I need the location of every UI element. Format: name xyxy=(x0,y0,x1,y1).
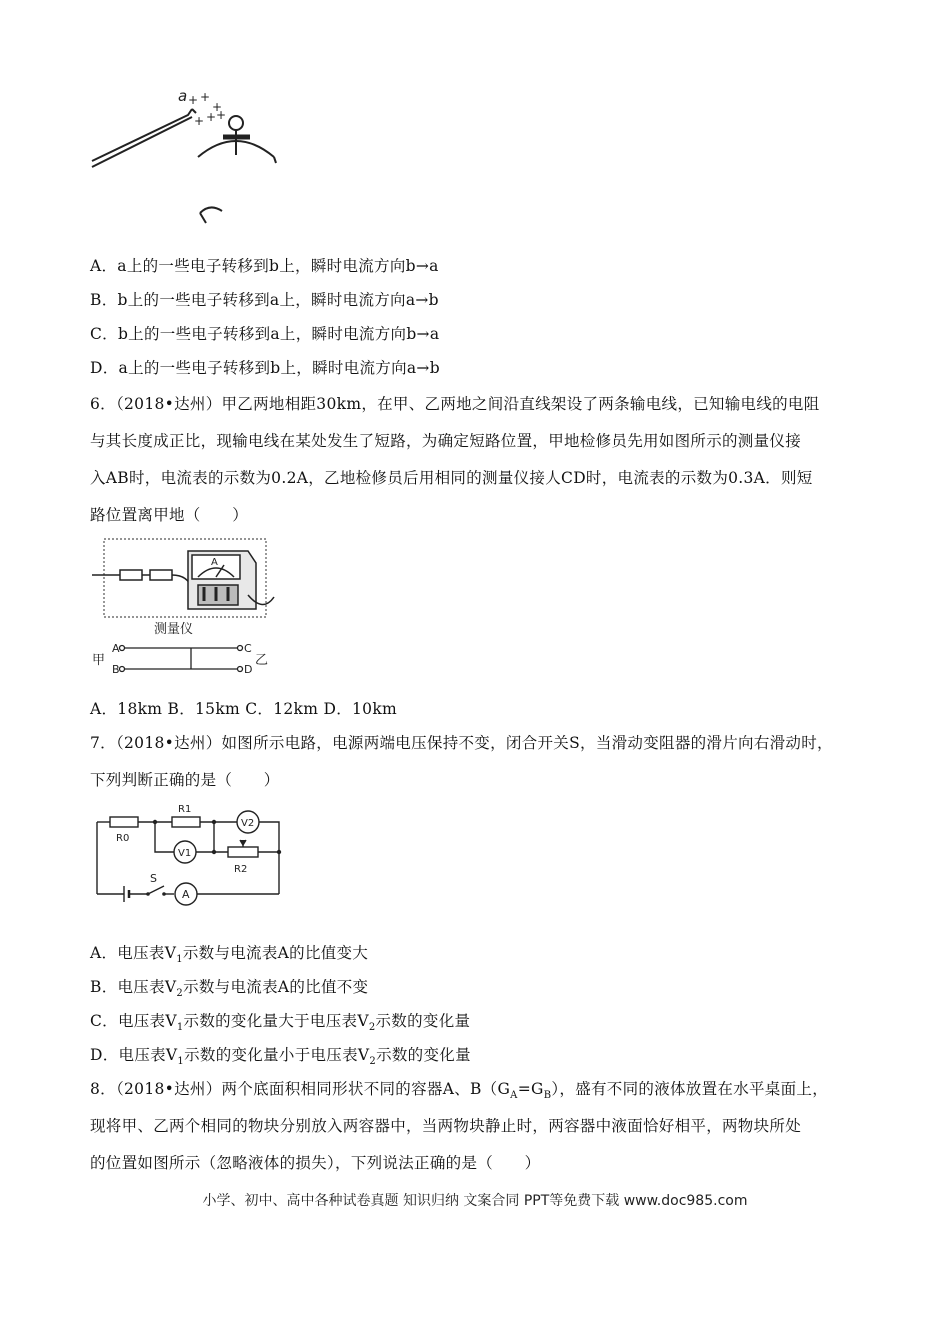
q6-stem-line: 6．（2018•达州）甲乙两地相距30km，在甲、乙两地之间沿直线架设了两条输电线，已知输电线的电阻 xyxy=(90,395,820,413)
meter-letter: A xyxy=(211,557,218,568)
location-jia: 甲 xyxy=(92,653,106,668)
q6-options: A．18km B．15km C．12km D．10km xyxy=(90,700,398,718)
v2-label: V2 xyxy=(241,818,255,829)
v1-label: V1 xyxy=(178,848,192,859)
q5-option-d: D．a上的一些电子转移到b上，瞬时电流方向a→b xyxy=(90,359,440,377)
r2-label: R2 xyxy=(234,864,248,875)
charge-plus: + xyxy=(216,108,227,122)
q8-stem-line: 的位置如图所示（忽略液体的损失），下列说法正确的是（ ） xyxy=(90,1154,541,1172)
q7-option-a: A．电压表$V_1$示数与电流表A的比值变大 xyxy=(90,944,369,966)
charge-plus: + xyxy=(212,100,223,114)
q8-stem-line: 8．（2018•达州）两个底面积相同形状不同的容器A、$B(G_A=G_B)$，盛有不同的液体放置在水平桌面上， xyxy=(90,1080,828,1102)
ammeter-label: A xyxy=(182,888,190,901)
switch-label: S xyxy=(150,872,157,885)
q6-stem-line: 路位置离甲地（ ） xyxy=(90,506,249,524)
charge-plus: + xyxy=(188,93,199,107)
charge-plus: + xyxy=(206,110,217,124)
q5-option-a: A．a上的一些电子转移到b上，瞬时电流方向b→a xyxy=(90,257,439,275)
endpoint-a: A xyxy=(112,642,120,655)
r0-label: R0 xyxy=(116,833,130,844)
q7-option-d: D．电压表$V_1$示数的变化量小于电压表$V_2$示数的变化量 xyxy=(90,1046,471,1068)
rod-label-a: a xyxy=(178,87,188,105)
electroscope-figure xyxy=(88,85,288,230)
q5-option-b: B．b上的一些电子转移到a上，瞬时电流方向a→b xyxy=(90,291,439,309)
r1-label: R1 xyxy=(178,804,192,815)
circuit-figure xyxy=(92,800,288,912)
endpoint-d: D xyxy=(244,663,253,676)
q7-option-c: C．电压表$V_1$示数的变化量大于电压表$V_2$示数的变化量 xyxy=(90,1012,471,1034)
q7-option-b: B．电压表$V_2$示数与电流表A的比值不变 xyxy=(90,978,369,1000)
endpoint-c: C xyxy=(244,642,252,655)
q6-stem-line: 与其长度成正比，现输电线在某处发生了短路，为确定短路位置，甲地检修员先用如图所示的测量仪接 xyxy=(90,432,802,450)
q8-stem-line: 现将甲、乙两个相同的物块分别放入两容器中，当两物块静止时，两容器中液面恰好相平，两物块所处 xyxy=(90,1117,802,1135)
measuring-instrument-figure xyxy=(88,535,278,687)
q7-stem-line: 下列判断正确的是（ ） xyxy=(90,771,280,789)
q7-stem-line: 7．（2018•达州）如图所示电路，电源两端电压保持不变，闭合开关S，当滑动变阻器的滑片向右滑动时， xyxy=(90,734,833,752)
endpoint-b: B xyxy=(112,663,120,676)
charge-plus: + xyxy=(194,114,205,128)
q6-stem-line: 入AB时，电流表的示数为0.2A，乙地检修员后用相同的测量仪接人CD时，电流表的示数为0.3A．则短 xyxy=(90,469,813,487)
charge-plus: + xyxy=(200,90,211,104)
page-footer: 小学、初中、高中各种试卷真题 知识归纳 文案合同 PPT等免费下载 www.doc985.com xyxy=(202,1193,748,1209)
q5-option-c: C．b上的一些电子转移到a上，瞬时电流方向b→a xyxy=(90,325,440,343)
instrument-caption: 测量仪 xyxy=(154,622,194,637)
location-yi: 乙 xyxy=(255,653,269,668)
